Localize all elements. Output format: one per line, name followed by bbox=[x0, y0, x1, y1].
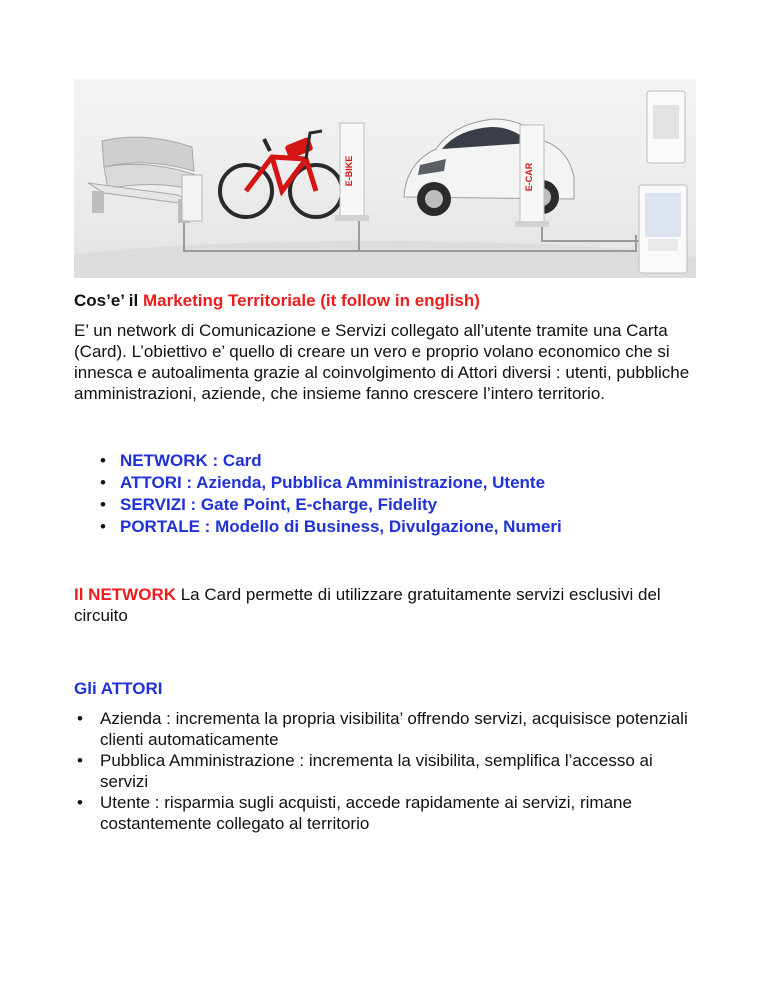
section-heading bbox=[74, 290, 704, 311]
list-item bbox=[74, 450, 704, 472]
list-item bbox=[74, 792, 704, 834]
key-point-text: NETWORK : Card bbox=[120, 451, 262, 470]
list-item bbox=[74, 750, 704, 792]
hero-image bbox=[74, 79, 696, 278]
attore-text: Pubblica Amministrazione : incrementa la visibilita, semplifica l’accesso ai servizi bbox=[100, 751, 653, 791]
e-car-illustration bbox=[404, 119, 574, 216]
bullet: • bbox=[77, 793, 83, 812]
bullet: • bbox=[100, 451, 106, 470]
key-point-text: PORTALE : Modello di Business, Divulgazione, Numeri bbox=[120, 517, 562, 536]
intro-paragraph: E’ un network di Comunicazione e Servizi collegato all’utente tramite una Carta (Card). L’obiettivo e’ quello di creare un vero e proprio volano economico che si innesca e autoalimenta grazie al coinvolgimento di Attori diversi : utenti, pubbliche amministrazioni, aziende, che insieme fanno crescere l’intero territorio. bbox=[74, 321, 690, 403]
heading-highlight: Marketing Territoriale (it follow in english) bbox=[142, 291, 480, 310]
bench-illustration bbox=[88, 137, 202, 223]
list-item bbox=[74, 516, 704, 538]
network-label: Il NETWORK bbox=[74, 585, 176, 604]
list-item bbox=[74, 494, 704, 516]
key-point-text: SERVIZI : Gate Point, E-charge, Fidelity bbox=[120, 495, 438, 514]
bullet: • bbox=[100, 495, 106, 514]
attore-text: Azienda : incrementa la propria visibilita’ offrendo servizi, acquisisce potenziali clienti automaticamente bbox=[100, 709, 688, 749]
kiosk-panels bbox=[639, 91, 687, 273]
attore-text: Utente : risparmia sugli acquisti, accede rapidamente ai servizi, rimane costantemente collegato al territorio bbox=[100, 793, 632, 833]
bike-label: E-BIKE bbox=[344, 155, 354, 187]
attori-heading: Gli ATTORI bbox=[74, 679, 163, 698]
key-point-text: ATTORI : Azienda, Pubblica Amministrazione, Utente bbox=[120, 473, 546, 492]
network-paragraph bbox=[74, 584, 704, 626]
e-bike-illustration bbox=[220, 131, 342, 217]
list-item bbox=[74, 708, 704, 750]
car-label: E-CAR bbox=[524, 162, 534, 192]
hero-illustration bbox=[74, 79, 696, 278]
bullet: • bbox=[100, 473, 106, 492]
bike-charging-station bbox=[335, 123, 369, 221]
key-points-list bbox=[74, 450, 704, 538]
network-text: La Card permette di utilizzare gratuitamente servizi esclusivi del circuito bbox=[74, 585, 661, 625]
heading-prefix: Cos’e’ il bbox=[74, 291, 143, 310]
bullet: • bbox=[100, 517, 106, 536]
floor-shadow bbox=[74, 241, 696, 278]
list-item bbox=[74, 472, 704, 494]
bullet: • bbox=[77, 709, 83, 728]
attori-list bbox=[74, 708, 704, 834]
car-charging-station bbox=[515, 125, 549, 227]
bullet: • bbox=[77, 751, 83, 770]
